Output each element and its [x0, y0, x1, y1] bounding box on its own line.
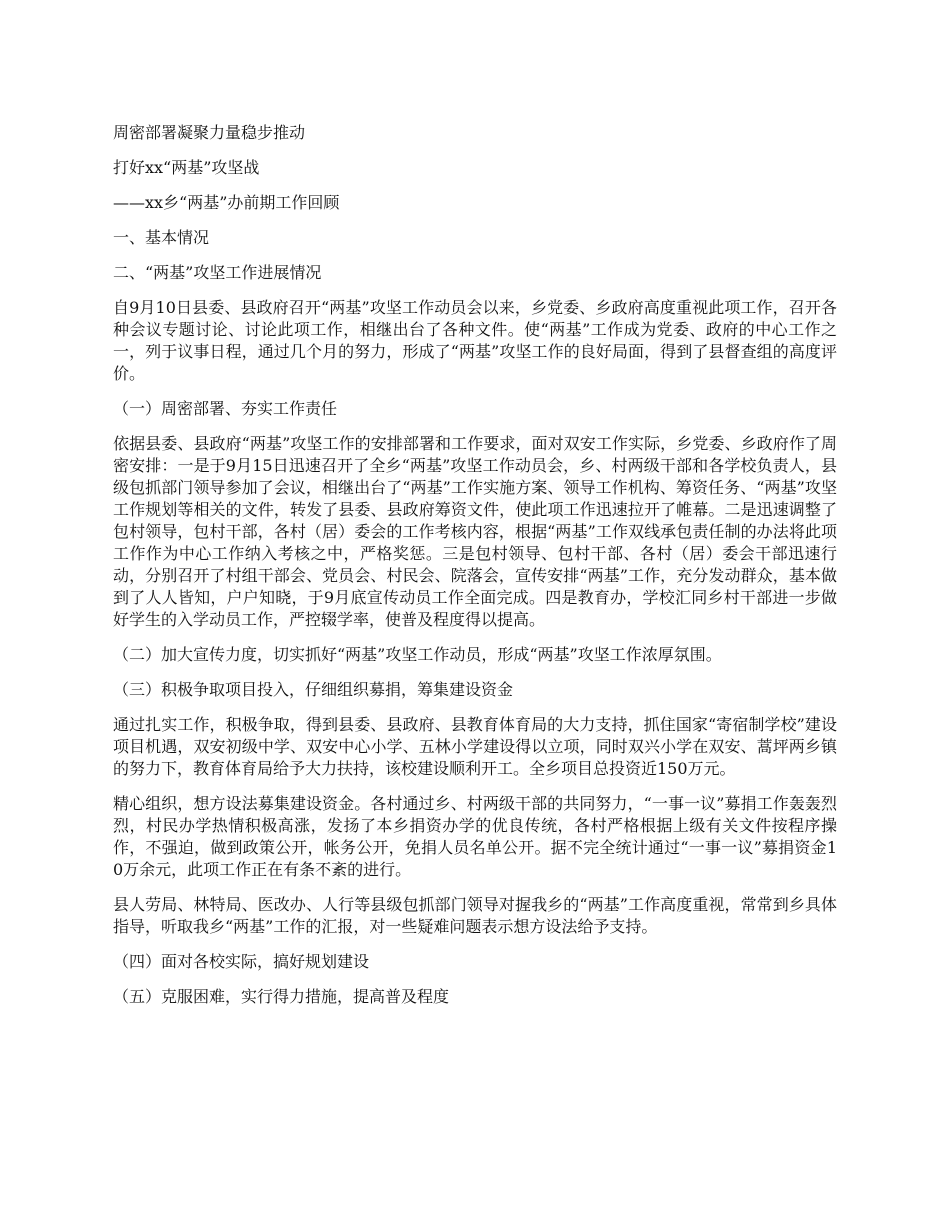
section-heading-1: 一、基本情况 [113, 228, 210, 247]
subsection-heading-5: （五）克服困难，实行得力措施，提高普及程度 [113, 987, 450, 1006]
body-paragraph-intro: 自9月10日县委、县政府召开“两基”攻坚工作动员会以来，乡党委、乡政府高度重视此项工作，召开各种会议专题讨论、讨论此项工作，相继出台了各种文件。使“两基”工作成为党委、政府的中心工作之一，列于议事日程，通过几个月的努力，形成了“两基”攻坚工作的良好局面，得到了县督查组的高度评价。 [113, 298, 837, 383]
title-line-2: 打好xx“两基”攻坚战 [113, 158, 260, 177]
body-paragraph-arrangement: 依据县委、县政府“两基”攻坚工作的安排部署和工作要求，面对双安工作实际，乡党委、乡政府作了周密安排：一是于9月15日迅速召开了全乡“两基”攻坚工作动员会，乡、村两级干部和各学校负责人，县级包抓部门领导参加了会议，相继出台了“两基”工作实施方案、领导工作机构、筹资任务、“两基”攻坚工作规划等相关的文件，转发了县委、县政府筹资文件，使此项工作迅速拉开了帷幕。二是迅速调整了包村领导，包村干部，各村（居）委会的工作考核内容，根据“两基”工作双线承包责任制的办法将此项工作作为中心工作纳入考核之中，严格奖惩。三是包村领导、包村干部、各村（居）委会干部迅速行动，分别召开了村组干部会、党员会、村民会、院落会，宣传安排“两基”工作，充分发动群众，基本做到了人人皆知，户户知晓，于9月底宣传动员工作全面完成。四是教育办，学校汇同乡村干部进一步做好学生的入学动员工作，严控辍学率，使普及程度得以提高。 [113, 434, 837, 629]
document-page [113, 122, 837, 1021]
subsection-heading-1: （一）周密部署、夯实工作责任 [113, 399, 338, 418]
subsection-heading-3: （三）积极争取项目投入，仔细组织募捐，筹集建设资金 [113, 680, 514, 699]
subsection-heading-4: （四）面对各校实际，搞好规划建设 [113, 952, 370, 971]
body-paragraph-projects: 通过扎实工作，积极争取，得到县委、县政府、县教育体育局的大力支持，抓住国家“寄宿制学校”建设项目机遇，双安初级中学、双安中心小学、五林小学建设得以立项，同时双兴小学在双安、蒿坪两乡镇的努力下，教育体育局给予大力扶持，该校建设顺利开工。全乡项目总投资近150万元。 [113, 715, 837, 778]
title-line-1: 周密部署凝聚力量稳步推动 [113, 123, 306, 142]
subtitle-line: ——xx乡“两基”办前期工作回顾 [113, 193, 340, 212]
body-paragraph-fundraising: 精心组织，想方设法募集建设资金。各村通过乡、村两级干部的共同努力，“一事一议”募捐工作轰轰烈烈，村民办学热情积极高涨，发扬了本乡捐资办学的优良传统，各村严格根据上级有关文件按程序操作，不强迫，做到政策公开，帐务公开，免捐人员名单公开。据不完全统计通过“一事一议”募捐资金10万余元，此项工作正在有条不紊的进行。 [113, 794, 837, 879]
body-paragraph-departments: 县人劳局、林特局、医改办、人行等县级包抓部门领导对握我乡的“两基”工作高度重视，常常到乡具体指导，听取我乡“两基”工作的汇报，对一些疑难问题表示想方设法给予支持。 [113, 895, 837, 936]
section-heading-2: 二、“两基”攻坚工作进展情况 [113, 263, 322, 282]
subsection-heading-2: （二）加大宣传力度，切实抓好“两基”攻坚工作动员，形成“两基”攻坚工作浓厚氛围。 [113, 645, 722, 664]
